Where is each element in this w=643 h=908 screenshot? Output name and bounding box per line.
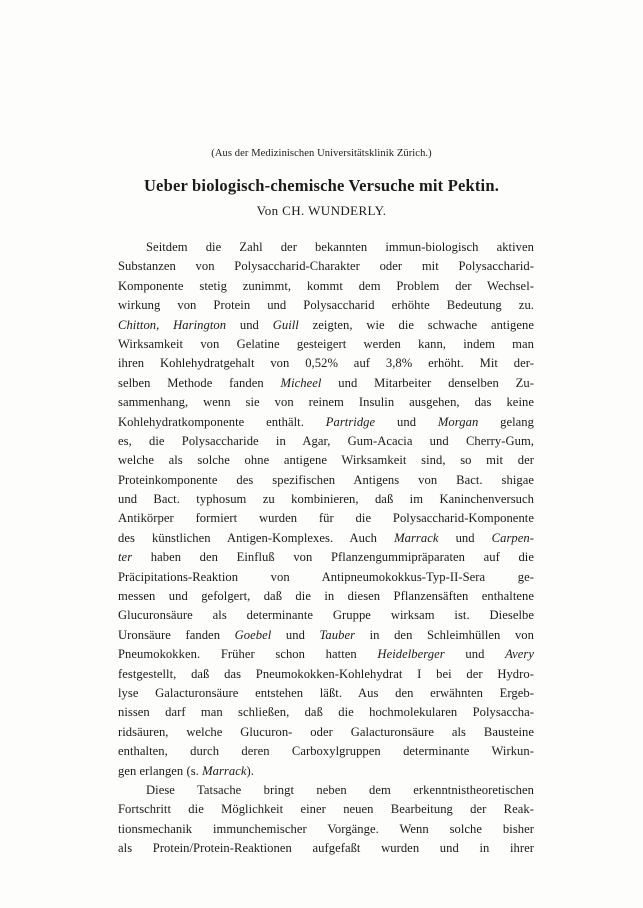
text-line: Diese Tatsache bringt neben dem erkenntnistheoretischen — [146, 782, 534, 797]
text-line: messen und gefolgert, daß die in diesen Pflanzensäften enthaltene — [118, 589, 534, 604]
author-line: Von CH. WUNDERLY. — [256, 203, 387, 218]
italic-name: Guill — [272, 317, 299, 332]
text-segment: haben den Einfluß von Pflanzengummipräparaten auf die — [132, 550, 534, 565]
italic-name: Chitton, Harington — [118, 317, 227, 332]
text-line: welche als solche ohne antigene Wirksamkeit sind, so mit der — [118, 453, 534, 468]
text-segment: zeigten, wie die schwache antigene — [298, 317, 534, 332]
text-line: ihren Kohlehydratgehalt von 0,52% auf 3,8% erhöht. Mit der- — [118, 356, 534, 371]
text-line: als Protein/Protein-Reaktionen aufgefaßt wurden und in ihrer — [118, 841, 534, 856]
text-line: lyse Galacturonsäure entstehen läßt. Aus den erwähnten Ergeb- — [118, 685, 534, 700]
text-segment: des künstlichen Antigen-Komplexes. Auch — [118, 530, 395, 545]
text-segment: selben Methode fanden — [118, 375, 281, 390]
text-segment: und — [444, 647, 506, 662]
italic-name: Avery — [505, 647, 535, 662]
affiliation-line: (Aus der Medizinischen Universitätsklinik Zürich.) — [211, 148, 432, 159]
italic-name: Heidelberger — [377, 647, 445, 662]
text-line: Proteinkomponente des spezifischen Antigens von Bact. shigae — [118, 472, 534, 487]
text-segment: und — [226, 317, 273, 332]
text-segment: und — [375, 414, 438, 429]
text-segment: gen erlangen (s. — [118, 763, 203, 778]
text-line — [118, 548, 534, 567]
text-line: Wirksamkeit von Gelatine gesteigert werden kann, indem man — [118, 336, 534, 351]
text-line: es, die Polysaccharide in Agar, Gum-Acacia und Cherry-Gum, — [118, 433, 534, 448]
article-title: Ueber biologisch-chemische Versuche mit Pektin. — [143, 176, 500, 195]
italic-name: ter — [118, 550, 133, 565]
italic-name: Morgan — [437, 414, 479, 429]
text-line — [118, 645, 534, 664]
text-segment: Kohlehydratkomponente enthält. — [118, 414, 326, 429]
italic-name: Carpen- — [491, 530, 534, 545]
text-segment: und — [438, 530, 492, 545]
italic-name: Marrack — [202, 763, 247, 778]
text-line: sammenhang, wenn sie von reinem Insulin ausgehen, das keine — [118, 395, 534, 410]
text-line — [118, 374, 534, 393]
text-segment: und Mitarbeiter denselben Zu- — [321, 375, 535, 390]
text-line: Glucuronsäure als determinante Gruppe wirksam ist. Dieselbe — [118, 608, 534, 623]
body-text — [118, 238, 534, 859]
text-line: enthalten, durch deren Carboxylgruppen determinante Wirkun- — [118, 744, 534, 759]
text-line — [118, 762, 534, 781]
italic-name: Marrack — [394, 530, 439, 545]
italic-name: Micheel — [280, 375, 322, 390]
text-line: Antikörper formiert wurden für die Polysaccharid-Komponente — [118, 511, 534, 526]
text-segment: Uronsäure fanden — [118, 627, 235, 642]
text-line: und Bact. typhosum zu kombinieren, daß im Kaninchenversuch — [118, 492, 534, 507]
text-segment: und — [271, 627, 320, 642]
text-line: Seitdem die Zahl der bekannten immun-biologisch aktiven — [146, 240, 534, 254]
text-segment: in den Schleimhüllen von — [355, 627, 535, 642]
text-segment: gelang — [478, 414, 534, 429]
text-line — [118, 413, 534, 432]
text-line — [118, 529, 534, 548]
text-line: Fortschritt die Möglichkeit einer neuen Bearbeitung der Reak- — [118, 802, 534, 817]
text-line: festgestellt, daß das Pneumokokken-Kohlehydrat I bei der Hydro- — [118, 666, 534, 681]
text-line: Komponente stetig zunimmt, kommt dem Problem der Wechsel- — [118, 278, 534, 293]
italic-name: Goebel — [234, 627, 272, 642]
text-line: wirkung von Protein und Polysaccharid erhöhte Bedeutung zu. — [118, 298, 534, 313]
text-line — [118, 316, 534, 335]
text-segment: Pneumokokken. Früher schon hatten — [118, 647, 378, 662]
italic-name: Partridge — [325, 414, 376, 429]
text-line: Präcipitations-Reaktion von Antipneumokokkus-Typ-II-Sera ge- — [118, 569, 534, 584]
text-line: nissen darf man schließen, daß die hochmolekularen Polysaccha- — [118, 705, 534, 720]
text-line: tionsmechanik immunchemischer Vorgänge. Wenn solche bisher — [118, 821, 534, 836]
text-line: Substanzen von Polysaccharid-Charakter oder mit Polysaccharid- — [118, 259, 534, 274]
text-line — [118, 626, 534, 645]
text-segment: ). — [246, 763, 254, 778]
italic-name: Tauber — [319, 627, 356, 642]
text-line: ridsäuren, welche Glucuron- oder Galacturonsäure als Bausteine — [118, 724, 534, 739]
